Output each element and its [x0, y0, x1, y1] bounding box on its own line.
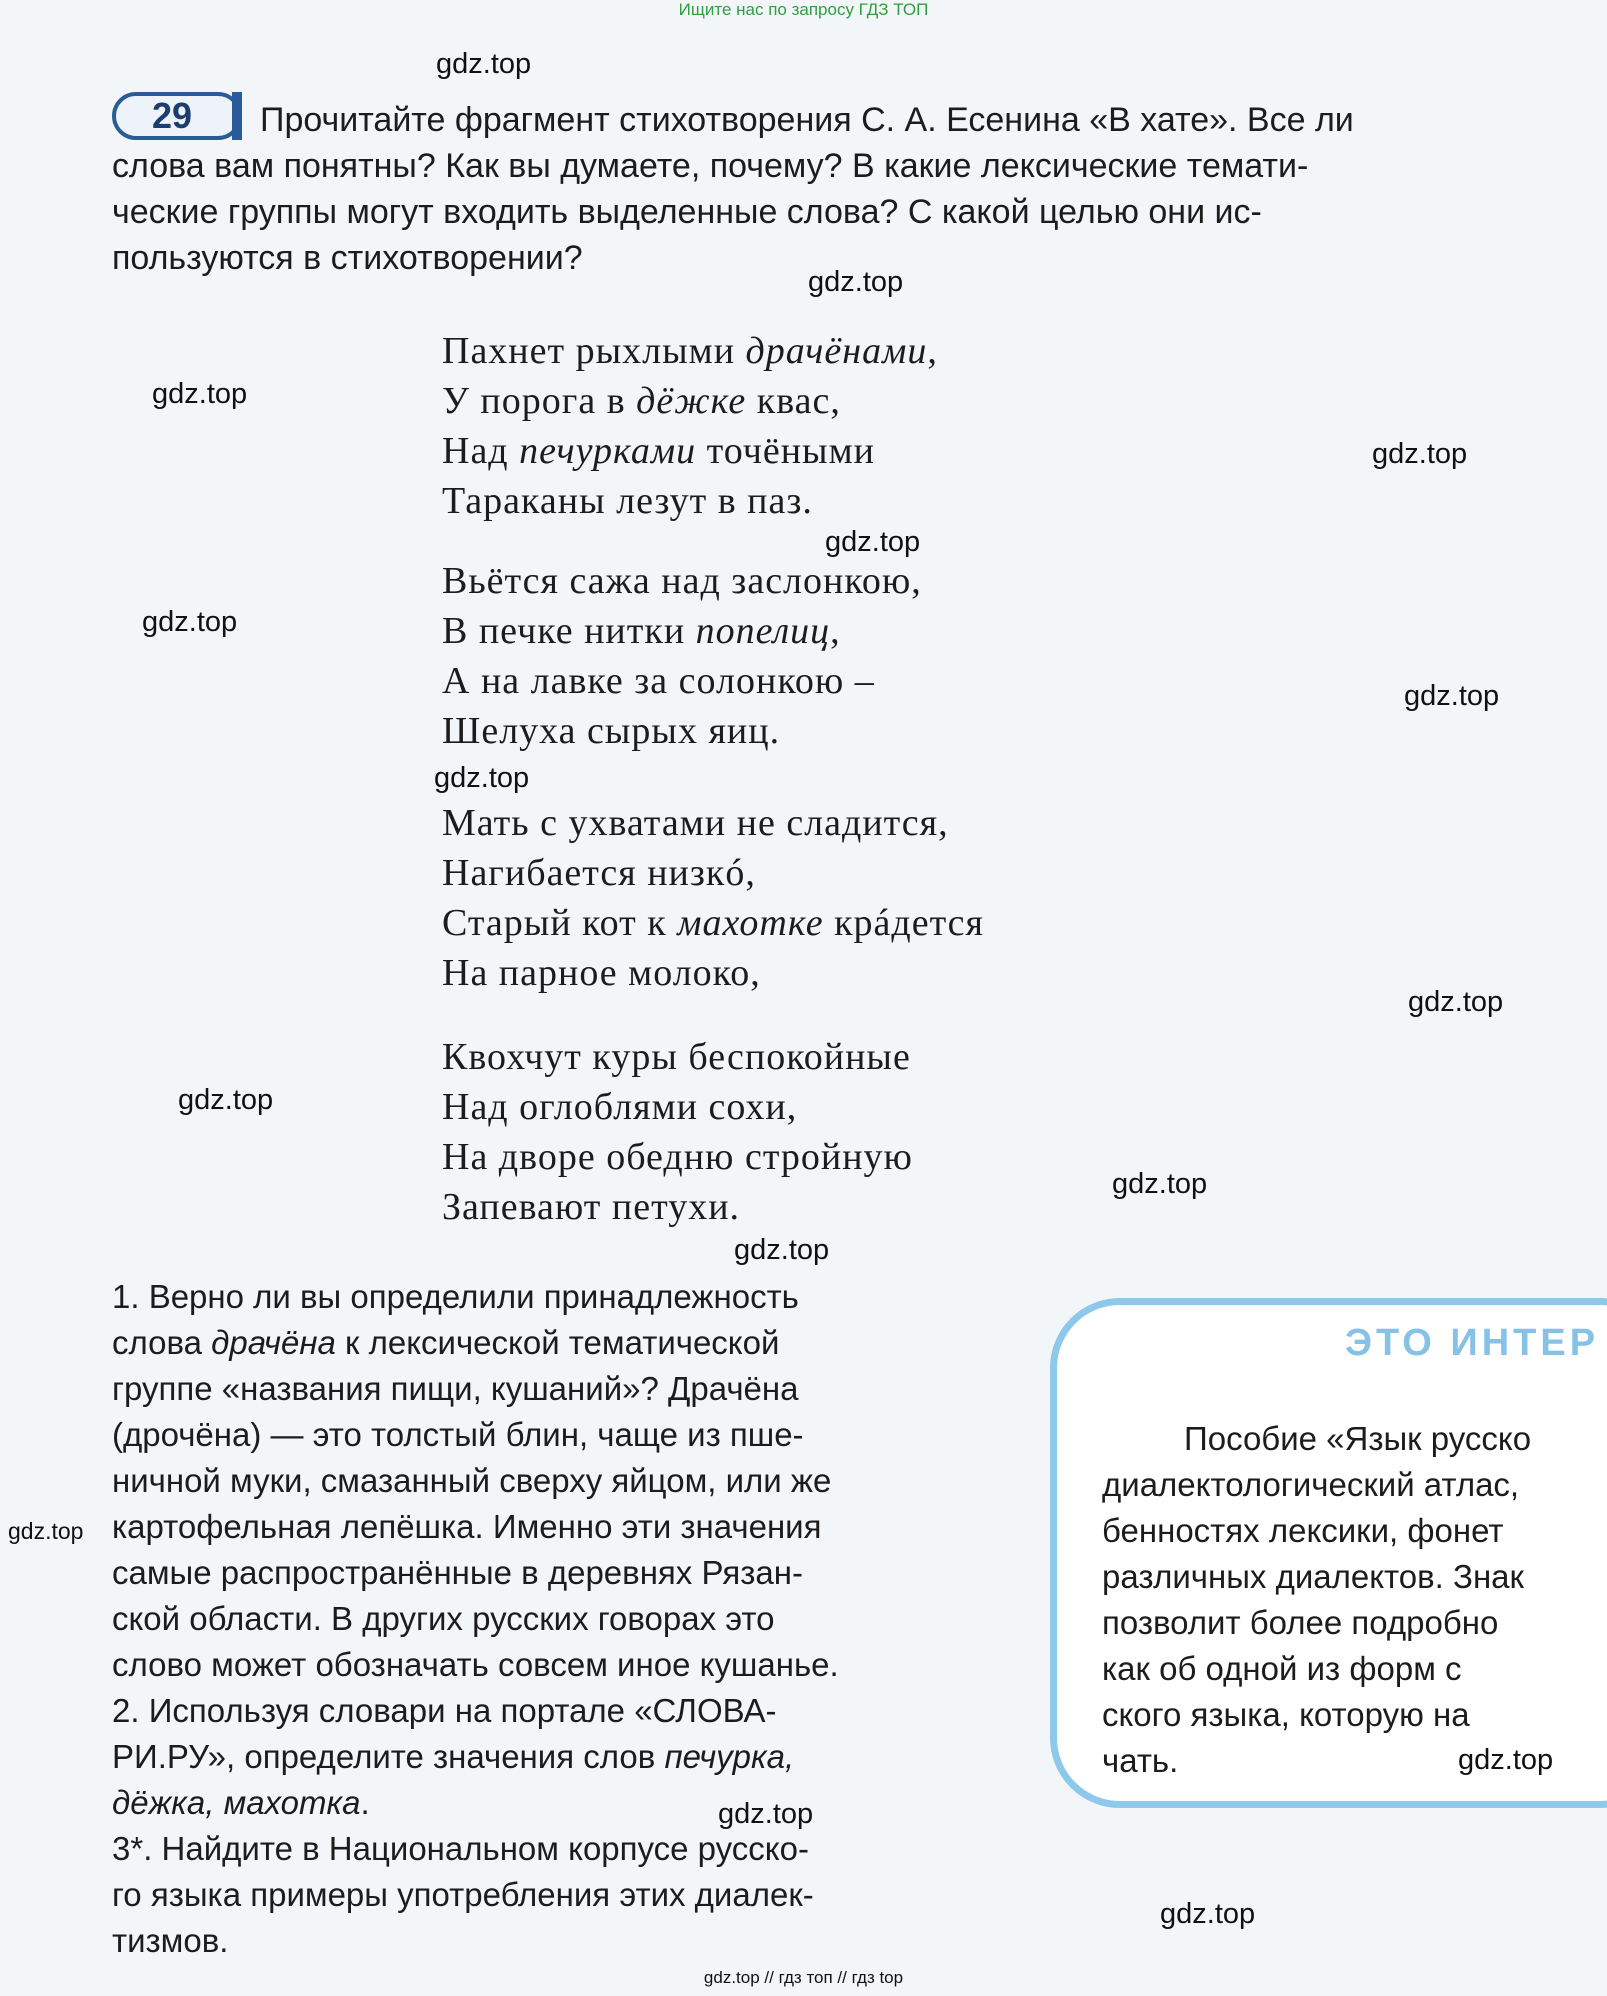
task-line-2: слова вам понятны? Как вы думаете, почему? В какие лексические темати- [112, 147, 1309, 185]
questions-block [112, 1274, 997, 1964]
poem-stanza-1 [442, 326, 938, 526]
poem-line: Шелуха сырых яиц. [442, 710, 781, 752]
watermark: gdz.top [1112, 1168, 1208, 1200]
poem-line: Старый кот к махотке крáдется [442, 902, 985, 944]
poem-line: Нагибается низкó, [442, 852, 756, 894]
exercise-number: 29 [152, 95, 193, 136]
highlighted-word: дёжке [636, 380, 747, 422]
poem-line: А на лавке за солонкою – [442, 660, 875, 702]
poem-line: Мать с ухватами не сладится, [442, 802, 949, 844]
poem-stanza-2 [442, 556, 922, 756]
watermark: gdz.top [1458, 1744, 1554, 1776]
task-line-1: Прочитайте фрагмент стихотворения С. А. Есенина «В хате». Все ли [260, 101, 1354, 139]
exercise-task [112, 97, 1552, 281]
footer-links[interactable]: gdz.top // гдз топ // гдз top [703, 1968, 904, 1987]
poem-line: В печке нитки попелиц, [442, 610, 841, 652]
poem-line: Над печурками точёными [442, 430, 875, 472]
watermark: gdz.top [1408, 986, 1504, 1018]
poem-line: Над оглоблями сохи, [442, 1086, 798, 1128]
watermark: gdz.top [152, 378, 248, 410]
question-3: 3*. Найдите в Национальном корпусе русско- го языка примеры употребления этих диалек- тизмов. [112, 1830, 814, 1959]
poem-stanza-3 [442, 798, 984, 998]
poem-line: Запевают петухи. [442, 1186, 741, 1228]
poem-line: У порога в дёжке квас, [442, 380, 841, 422]
task-line-4: пользуются в стихотворении? [112, 239, 583, 277]
question-1: 1. Верно ли вы определили принадлежность слова драчёна к лексической тематической группе «названия пищи, кушаний»? Драчёна (дрочёна) — это толстый блин, чаще из пше- ничной муки, смазанный сверху яйцом, или же картофельная лепёшка. Именно эти значения самые распространённые в деревнях Рязан- ской области. В других русских говорах это слово может обозначать совсем иное кушанье. [112, 1278, 839, 1683]
task-line-3: ческие группы могут входить выделенные слова? С какой целью они ис- [112, 193, 1262, 231]
highlighted-word: махотке [677, 902, 824, 944]
watermark: gdz.top [434, 762, 530, 794]
poem-line: Тараканы лезут в паз. [442, 480, 813, 522]
highlighted-word: попелиц [695, 610, 831, 652]
poem-line: На дворе обедню стройную [442, 1136, 913, 1178]
poem-line: Квохчут куры беспокойные [442, 1036, 911, 1078]
watermark: gdz.top [734, 1234, 830, 1266]
watermark: gdz.top [142, 606, 238, 638]
watermark: gdz.top [436, 48, 532, 80]
watermark: gdz.top [178, 1084, 274, 1116]
watermark: gdz.top [1404, 680, 1500, 712]
poem-line: На парное молоко, [442, 952, 761, 994]
poem-stanza-4 [442, 1032, 913, 1232]
search-hint-link[interactable]: Ищите нас по запросу ГДЗ ТОП [678, 0, 929, 19]
watermark: gdz.top [825, 526, 921, 558]
poem-line: Вьётся сажа над заслонкою, [442, 560, 922, 602]
watermark: gdz.top [718, 1798, 814, 1830]
poem-line: Пахнет рыхлыми драчёнами, [442, 330, 938, 372]
watermark: gdz.top [808, 266, 904, 298]
watermark: gdz.top [8, 1518, 84, 1544]
watermark: gdz.top [1160, 1898, 1256, 1930]
question-2: 2. Используя словари на портале «СЛОВА- РИ.РУ», определите значения слов печурка, дёжка, махотка. [112, 1692, 795, 1821]
info-box-heading: ЭТО ИНТЕР [1345, 1322, 1600, 1364]
highlighted-word: драчёнами [745, 330, 928, 372]
watermark: gdz.top [1372, 438, 1468, 470]
highlighted-word: печурками [519, 430, 697, 472]
info-box-text: Пособие «Язык русско диалектологический атлас, бенностях лексики, фонет различных диалектов. Знак позволит более подробно как об одной из форм с ского языка, которую на чать. [1102, 1420, 1532, 1779]
